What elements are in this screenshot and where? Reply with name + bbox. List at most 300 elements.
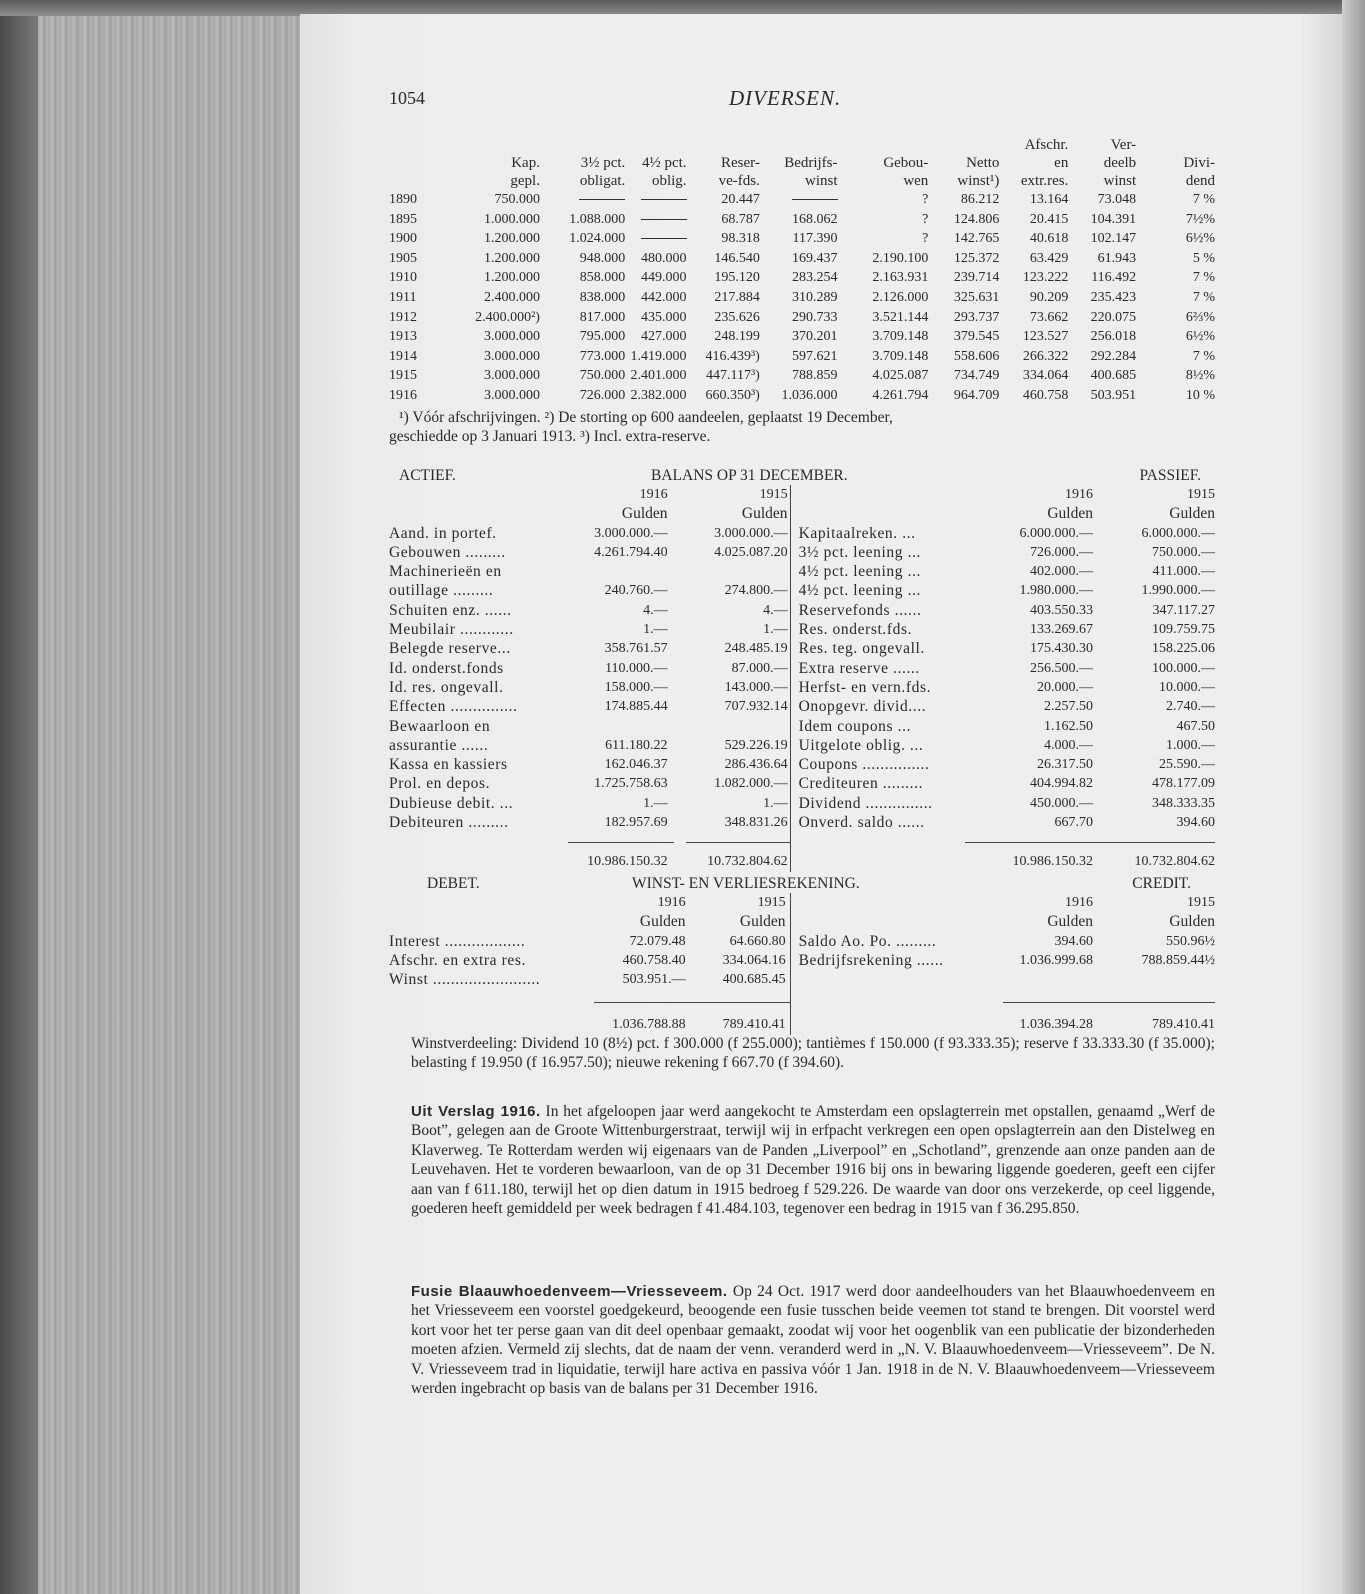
year-cell: 1911: [389, 289, 417, 305]
value-cell: 7 %: [1192, 192, 1215, 207]
total-rule: [389, 832, 790, 852]
year-1915: 1915: [1187, 895, 1215, 910]
header-cell: obligat.: [579, 173, 626, 189]
unit-label: Gulden: [741, 505, 788, 523]
liabilities-list: [799, 524, 1215, 833]
list-item: [799, 543, 1215, 562]
value-1915: 788.859.44½: [1141, 952, 1215, 968]
dash-rule: [641, 238, 687, 239]
running-head: [389, 84, 1215, 120]
year-header: [799, 893, 1215, 912]
table-row: [389, 308, 1215, 328]
value-cell: 379.545: [953, 329, 1000, 345]
value-cell: 460.758: [1022, 387, 1069, 403]
value-cell: 1.200.000: [483, 231, 540, 247]
item-label: 3½ pct. leening ...: [798, 543, 922, 561]
header-row-3: [389, 172, 1215, 190]
item-label: Meubilair ............: [389, 621, 514, 639]
item-label: Idem coupons ...: [798, 717, 912, 735]
unit-label: Gulden: [1169, 913, 1215, 931]
item-label: Prol. en depos.: [389, 775, 491, 793]
value-cell: 7 %: [1192, 348, 1215, 364]
value-cell: 435.000: [641, 309, 687, 325]
header-cell: [687, 136, 760, 154]
value-cell: 449.000: [641, 270, 687, 286]
value-cell: [625, 229, 686, 249]
page-content: [389, 84, 1216, 1398]
value-cell: 442.000: [641, 289, 687, 305]
item-label: Res. onderst.fds.: [798, 621, 913, 639]
value-cell: 1.036.000: [781, 387, 838, 403]
pl-heading: [389, 874, 1215, 893]
value-cell: 10 %: [1185, 387, 1215, 403]
value-cell: 3.000.000: [483, 329, 540, 345]
value-1916: 611.180.22: [605, 737, 668, 753]
value-cell: 795.000: [579, 329, 626, 345]
list-item: [389, 543, 790, 562]
balance-sheet: [389, 466, 1215, 872]
value-1916: 726.000.—: [1030, 544, 1093, 560]
liabilities-total: [799, 852, 1215, 871]
year-cell: 1900: [389, 231, 417, 247]
value-1915: 348.333.35: [1152, 795, 1215, 811]
year-header: [389, 485, 790, 504]
item-label: Crediteuren .........: [798, 775, 924, 793]
unit-label: Gulden: [621, 505, 668, 523]
value-cell: 2.126.000: [872, 289, 929, 305]
year-1916: 1916: [1065, 895, 1093, 910]
value-cell: 7½%: [1185, 211, 1215, 227]
item-label: Saldo Ao. Po. .........: [798, 932, 937, 950]
year-cell: 1910: [389, 270, 417, 286]
list-item: [389, 678, 790, 697]
list-item: [389, 601, 790, 620]
header-cell: Afschr.: [1024, 137, 1069, 153]
total-1916: 10.986.150.32: [587, 854, 668, 870]
value-1916: 162.046.37: [604, 757, 668, 773]
list-item: [799, 755, 1215, 774]
value-1916: 460.758.40: [622, 952, 686, 968]
value-1916: 6.000.000.—: [1019, 525, 1093, 541]
header-cell: Kap.: [511, 155, 540, 171]
value-1916: 133.269.67: [1030, 622, 1093, 638]
value-1916: 1.—: [643, 622, 668, 638]
assets-total: [389, 852, 790, 871]
value-1916: 20.000.—: [1037, 679, 1093, 695]
value-cell: 660.350³): [705, 387, 760, 403]
value-1915: 400.685.45: [722, 972, 786, 988]
year-cell: 1895: [389, 211, 417, 227]
value-cell: 3.000.000: [483, 368, 540, 384]
header-cell: [389, 136, 431, 154]
credit-column: [791, 893, 1215, 1035]
list-item: [389, 639, 790, 658]
value-1915: 158.225.06: [1152, 641, 1215, 657]
year-1915: 1915: [1187, 487, 1215, 502]
value-cell: 293.737: [953, 309, 1000, 325]
item-label: Coupons ...............: [798, 756, 930, 774]
value-1915: 3.000.000.—: [714, 525, 788, 541]
unit-label: Gulden: [639, 913, 686, 931]
table-row: [389, 268, 1215, 288]
list-item: [389, 755, 790, 774]
value-1915: 87.000.—: [731, 660, 788, 676]
item-label: Reservefonds ......: [798, 601, 922, 619]
running-title: DIVERSEN.: [729, 86, 842, 110]
value-1915: 1.—: [763, 622, 788, 638]
item-label: Interest ..................: [389, 932, 526, 950]
value-cell: 6½%: [1185, 329, 1215, 345]
value-cell: ?: [922, 231, 929, 247]
value-1915: 467.50: [1176, 718, 1215, 734]
value-cell: [625, 210, 686, 230]
list-item: [799, 601, 1215, 620]
list-item: [389, 562, 790, 581]
value-1916: 450.000.—: [1030, 795, 1093, 811]
value-cell: 98.318: [721, 231, 760, 247]
header-cell: Gebou-: [883, 155, 929, 171]
value-1916: 4.000.—: [1044, 737, 1093, 753]
value-cell: 427.000: [641, 329, 687, 345]
value-1916: 503.951.—: [622, 972, 686, 988]
table-row: [389, 190, 1215, 210]
value-cell: 116.492: [1091, 270, 1137, 286]
list-item: [389, 697, 790, 716]
value-cell: 858.000: [579, 270, 626, 286]
actief-heading: ACTIEF.: [399, 467, 456, 484]
value-cell: 2.401.000: [630, 368, 687, 384]
value-cell: 3.000.000: [483, 387, 540, 403]
value-cell: 40.618: [1029, 231, 1069, 247]
value-cell: 2.400.000: [483, 289, 540, 305]
value-1915: 394.60: [1176, 815, 1215, 831]
item-label: Debiteuren .........: [389, 814, 509, 832]
value-1915: 4.—: [763, 602, 788, 618]
value-cell: 90.209: [1029, 289, 1069, 305]
value-1915: 347.117.27: [1152, 602, 1215, 618]
value-cell: 220.075: [1090, 309, 1137, 325]
value-cell: 2.400.000²): [475, 309, 540, 325]
fusie-text: Op 24 Oct. 1917 werd door aandeelhouders van het Blaauwhoedenveem en het Vriesseveem een voorstel goedgekeurd, beoogende een fusie tusschen beide veemen tot stand te brengen. Dit voorstel werd kort voor het ter perse gaan van dit deel openbaar gemaakt, zoodat wij voor het oogenblik van een publicatie der bizonderheden moeten afzien. Vermeld zij slechts, dat de naam der venn. veranderd werd in „N. V. Blaauwhoedenveem—Vriesseveem”. De N. V. Vriesseveem trad in liquidatie, terwijl hare activa en passiva vóór 1 Jan. 1918 in de N. V. Blaauwhoedenveem—Vriesseveem werden ingebracht op basis van de balans per 31 December 1916.: [411, 1283, 1215, 1398]
debet-heading: DEBET.: [427, 875, 480, 892]
value-1915: 1.000.—: [1166, 737, 1215, 753]
header-cell: [625, 136, 686, 154]
dash-rule: [641, 219, 687, 220]
table-row: [389, 210, 1215, 230]
value-cell: 73.048: [1097, 192, 1137, 207]
value-1915: 411.000.—: [1152, 564, 1215, 580]
list-item: [799, 620, 1215, 639]
value-cell: 6⅔%: [1185, 309, 1215, 325]
total-rule: [799, 989, 1215, 1015]
year-1916: 1916: [639, 487, 668, 502]
value-1916: 3.000.000.—: [594, 525, 668, 541]
total-rule: [389, 989, 790, 1015]
header-cell: [838, 136, 929, 154]
value-cell: 370.201: [792, 329, 838, 345]
list-item: [799, 736, 1215, 755]
unit-header: [389, 912, 790, 931]
dash-rule: [579, 199, 625, 200]
item-label: Aand. in portef.: [389, 524, 497, 542]
list-item: [799, 951, 1215, 970]
list-item: [799, 581, 1215, 600]
header-cell: winst: [805, 173, 838, 189]
item-label: Kassa en kassiers: [389, 756, 508, 774]
header-cell: wen: [903, 173, 929, 189]
list-item: [389, 524, 790, 543]
header-cell: winst: [1103, 173, 1137, 189]
value-1915: 348.831.26: [724, 815, 788, 831]
year-cell: 1914: [389, 348, 417, 364]
item-label: Bedrijfsrekening ......: [798, 951, 944, 969]
value-1916: 110.000.—: [605, 660, 668, 676]
dash-rule: [641, 199, 687, 200]
value-1915: 143.000.—: [724, 679, 788, 695]
value-cell: 3.709.148: [872, 348, 929, 364]
list-item: [799, 678, 1215, 697]
footnotes: [389, 408, 1215, 446]
value-cell: 61.943: [1097, 250, 1137, 266]
item-label: 4½ pct. leening ...: [798, 582, 922, 600]
value-1915: 478.177.09: [1152, 776, 1215, 792]
header-cell: Reser-: [720, 155, 760, 171]
item-label: Effecten ...............: [389, 698, 518, 716]
item-label: Uitgelote oblig. ...: [798, 736, 924, 754]
value-1916: 2.257.50: [1044, 699, 1093, 715]
unit-label: Gulden: [1047, 505, 1093, 523]
header-row-2: [389, 154, 1215, 172]
list-item: [799, 813, 1215, 832]
value-cell: [625, 190, 686, 210]
value-cell: 125.372: [953, 250, 1000, 266]
value-cell: 86.212: [960, 192, 1000, 207]
header-cell: 3½ pct.: [580, 155, 626, 171]
value-cell: 4.261.794: [872, 387, 929, 403]
header-cell: extr.res.: [1020, 173, 1069, 189]
value-1915: 286.436.64: [724, 757, 788, 773]
liabilities-column: [791, 485, 1215, 872]
value-1915: 10.000.—: [1159, 679, 1215, 695]
value-cell: 597.621: [792, 348, 838, 364]
list-item: [799, 932, 1215, 951]
balance-heading: [389, 466, 1215, 485]
value-1915: 6.000.000.—: [1141, 525, 1215, 541]
total-1915: 789.410.41: [722, 1017, 786, 1033]
value-1915: 274.800.—: [724, 583, 788, 599]
value-cell: 558.606: [953, 348, 1000, 364]
value-cell: 239.714: [953, 270, 1000, 286]
value-cell: 1.200.000: [483, 250, 540, 266]
list-item: [389, 659, 790, 678]
value-cell: 6½%: [1185, 231, 1215, 247]
verslag-text: In het afgeloopen jaar werd aangekocht te Amsterdam een opslagterrein met opstallen, genaamd „Werf de Boot”, gelegen aan de Groote Wittenburgerstraat, terwijl wij in erfpacht verkregen een open opslagterrein aan den Distelweg en Klaverweg. Te Rotterdam werden wij eigenaars van de Panden „Liverpool” en „Schotland”, grenzende aan onze panden aan de Leuvehaven. Het te vorderen bewaarloon, van de op 31 December 1916 bij ons in bewaring liggende goederen, geeft een cijfer aan van f 611.180, terwijl het op dien datum in 1915 bedroeg f 529.226. De waarde van door ons verzekerde, op ceel liggende, goederen heeft gemiddeld per week bedragen f 41.484.103, tegenover een bedrag in 1915 van f 36.295.850.: [411, 1103, 1216, 1218]
list-item: [799, 717, 1215, 736]
header-cell: Ver-: [1110, 137, 1137, 153]
list-item: [799, 794, 1215, 813]
value-1915: 1.082.000.—: [714, 776, 788, 792]
value-cell: 73.662: [1029, 309, 1069, 325]
list-item: [799, 639, 1215, 658]
value-cell: 726.000: [579, 387, 626, 403]
header-cell: Divi-: [1183, 155, 1215, 171]
value-1915: 529.226.19: [724, 737, 788, 753]
value-cell: 248.199: [714, 329, 760, 345]
value-cell: 123.222: [1022, 270, 1069, 286]
debit-column: [389, 893, 791, 1035]
value-1916: 402.000.—: [1030, 564, 1093, 580]
item-label: Schuiten enz. ......: [389, 601, 512, 619]
dash-rule: [792, 199, 838, 200]
statistics-table: [389, 136, 1215, 406]
value-cell: 235.423: [1090, 289, 1137, 305]
item-label: Belegde reserve...: [389, 640, 511, 658]
value-cell: 8½%: [1185, 368, 1215, 384]
book-page-edges: [0, 0, 300, 1594]
value-cell: 266.322: [1022, 348, 1069, 364]
header-cell: [928, 136, 999, 154]
item-label: Res. teg. ongevall.: [798, 640, 925, 658]
value-cell: 292.284: [1090, 348, 1137, 364]
value-1916: 4.—: [643, 602, 668, 618]
fusie-heading: Fusie Blaauwhoedenveem—Vriesseveem.: [411, 1283, 728, 1300]
value-1916: 667.70: [1054, 815, 1093, 831]
header-cell: [431, 136, 540, 154]
value-cell: 400.685: [1090, 368, 1137, 384]
unit-header: [389, 504, 790, 523]
list-item: [389, 717, 790, 736]
value-1915: 1.—: [763, 795, 788, 811]
winstverdeeling-paragraph: [389, 1034, 1215, 1073]
year-header: [799, 485, 1215, 504]
value-cell: 195.120: [714, 270, 760, 286]
header-cell: Netto: [966, 155, 1000, 171]
list-item: [389, 951, 790, 970]
item-label: Winst ........................: [389, 971, 541, 989]
item-label: assurantie ......: [389, 736, 489, 754]
fusie-paragraph: [389, 1282, 1215, 1398]
value-cell: 63.429: [1029, 250, 1069, 266]
table-row: [389, 288, 1215, 308]
value-1915: 25.590.—: [1159, 757, 1215, 773]
unit-label: Gulden: [1047, 913, 1093, 931]
value-1916: 26.317.50: [1037, 757, 1093, 773]
header-cell: dend: [1185, 173, 1215, 189]
pl-title: WINST- EN VERLIESREKENING.: [632, 875, 860, 892]
value-cell: 4.025.087: [872, 368, 929, 384]
total-1916: 1.036.394.28: [1019, 1017, 1093, 1033]
year-cell: 1912: [389, 309, 417, 325]
header-cell: Bedrijfs-: [784, 155, 838, 171]
value-cell: 169.437: [792, 250, 838, 266]
header-cell: ve-fds.: [718, 173, 760, 189]
list-item: [389, 813, 790, 832]
table-row: [389, 366, 1215, 386]
value-cell: 773.000: [579, 348, 626, 364]
table-row: [389, 327, 1215, 347]
year-header: [389, 893, 790, 912]
value-cell: 117.390: [792, 231, 838, 247]
value-cell: 964.709: [953, 387, 1000, 403]
value-1915: 64.660.80: [729, 933, 786, 949]
list-item: [799, 659, 1215, 678]
verslag-paragraph: [389, 1102, 1215, 1218]
assets-list: [389, 524, 790, 833]
value-1916: 1.162.50: [1044, 718, 1093, 734]
header-cell: deelb: [1103, 155, 1137, 171]
credit-total: [799, 1015, 1215, 1034]
item-label: Gebouwen .........: [389, 543, 506, 561]
list-item: [799, 774, 1215, 793]
year-cell: 1905: [389, 250, 417, 266]
value-cell: 2.163.931: [872, 270, 929, 286]
total-rule: [799, 832, 1215, 852]
header-cell: en: [1054, 155, 1069, 171]
page-number: 1054: [389, 88, 425, 108]
total-1915: 10.732.804.62: [707, 854, 788, 870]
verslag-heading: Uit Verslag 1916.: [411, 1103, 541, 1120]
list-item: [799, 562, 1215, 581]
value-1915: 109.759.75: [1152, 622, 1215, 638]
table-row: [389, 249, 1215, 269]
value-cell: 20.447: [721, 192, 760, 207]
value-cell: ?: [922, 211, 929, 227]
item-label: Onverd. saldo ......: [798, 814, 925, 832]
year-1915: 1915: [759, 487, 788, 502]
passief-heading: PASSIEF.: [1139, 467, 1201, 484]
header-cell: [389, 154, 431, 172]
value-cell: 142.765: [953, 231, 1000, 247]
footnote-line-1: ¹) Vóór afschrijvingen. ²) De storting op 600 aandeelen, geplaatst 19 December,: [399, 409, 893, 426]
item-label: Herfst- en vern.fds.: [798, 678, 932, 696]
value-cell: 290.733: [792, 309, 838, 325]
value-cell: 235.626: [714, 309, 760, 325]
year-cell: 1890: [389, 192, 417, 207]
item-label: Id. res. ongevall.: [389, 678, 504, 696]
list-item: [389, 932, 790, 951]
total-1916: 10.986.150.32: [1012, 854, 1093, 870]
list-item: [799, 524, 1215, 543]
value-1916: 1.725.758.63: [594, 776, 668, 792]
credit-heading: CREDIT.: [1132, 875, 1191, 892]
value-cell: ?: [922, 192, 929, 207]
year-cell: 1913: [389, 329, 417, 345]
value-1916: 158.000.—: [604, 679, 668, 695]
winstverdeeling-text: Winstverdeeling: Dividend 10 (8½) pct. f 300.000 (f 255.000); tantièmes f 150.000 (f 93.333.35); reserve f 33.333.30 (f 35.000); belasting f 19.950 (f 16.957.50); nieuwe rekening f 667.70 (f 394.60).: [411, 1035, 1215, 1072]
table-row: [389, 386, 1215, 406]
item-label: Id. onderst.fonds: [389, 659, 504, 677]
header-cell: gepl.: [510, 173, 540, 189]
unit-label: Gulden: [1169, 505, 1215, 523]
value-cell: 102.147: [1090, 231, 1137, 247]
value-cell: 124.806: [953, 211, 1000, 227]
value-cell: 480.000: [641, 250, 687, 266]
value-1915: 334.064.16: [722, 952, 786, 968]
value-1916: 240.760.—: [604, 583, 668, 599]
value-cell: [760, 190, 838, 210]
value-1916: 404.994.82: [1030, 776, 1093, 792]
value-cell: 416.439³): [705, 348, 760, 364]
unit-header: [799, 912, 1215, 931]
list-item: [799, 697, 1215, 716]
value-1916: 256.500.—: [1030, 660, 1093, 676]
value-1916: 403.550.33: [1030, 602, 1093, 618]
statistics-body: [389, 190, 1215, 406]
unit-header: [799, 504, 1215, 523]
value-cell: 20.415: [1029, 211, 1069, 227]
value-1915: 750.000.—: [1152, 544, 1215, 560]
value-cell: 3.709.148: [872, 329, 929, 345]
